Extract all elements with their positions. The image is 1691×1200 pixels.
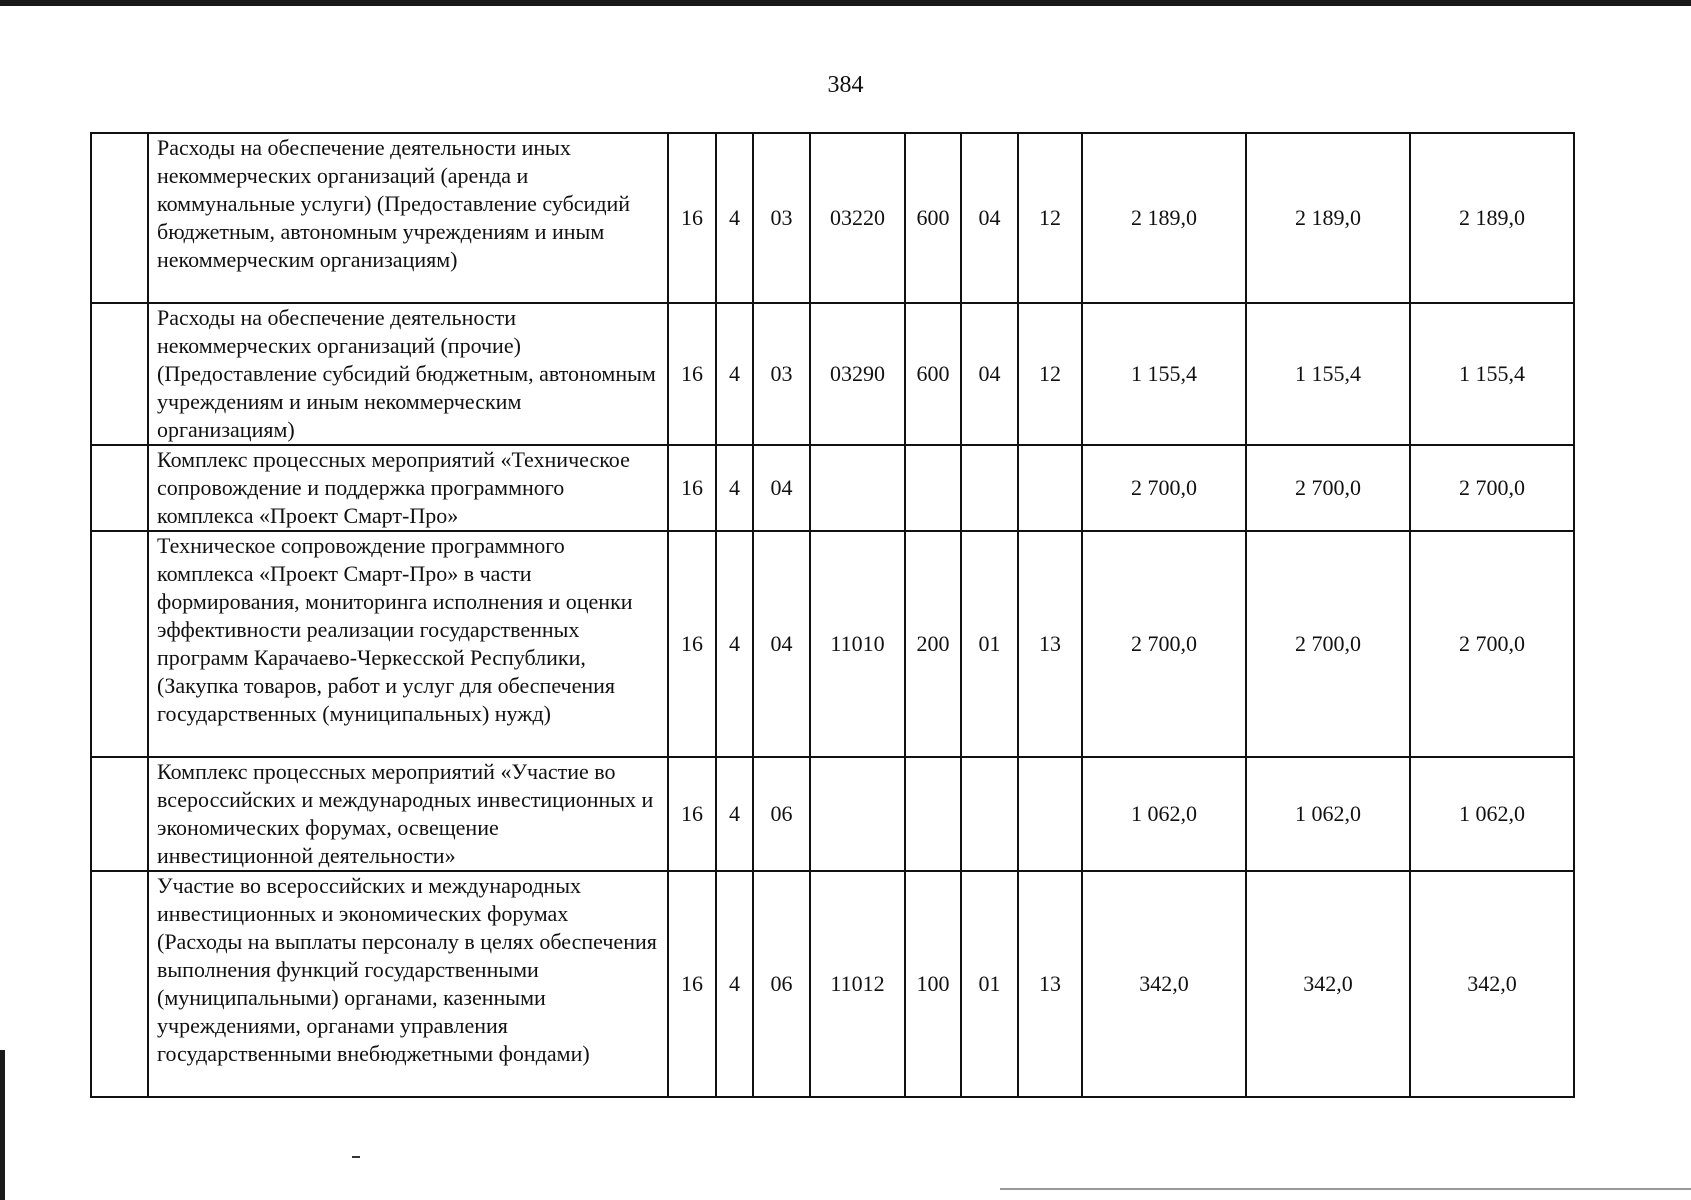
page-number: 384 xyxy=(827,72,864,98)
description-cell: Участие во всероссийских и международных инвестиционных и экономических форумах (Расходы на выплаты персоналу в целях обеспечения выполнения функций государственными (муниципальными) органами, казенными учреждениями, органами управления государственными внебюджетными фондами) xyxy=(148,871,668,1097)
code-cell: 13 xyxy=(1018,531,1082,757)
code-cell: 16 xyxy=(668,133,716,303)
table-row xyxy=(91,133,1574,303)
code-cell: 03 xyxy=(753,133,810,303)
amount-cell: 2 700,0 xyxy=(1410,445,1574,531)
amount-cell: 1 062,0 xyxy=(1082,757,1246,871)
code-cell: 4 xyxy=(716,303,753,445)
code-cell: 16 xyxy=(668,445,716,531)
amount-cell: 1 062,0 xyxy=(1410,757,1574,871)
code-cell: 06 xyxy=(753,871,810,1097)
code-cell: 04 xyxy=(961,303,1018,445)
blank-cell xyxy=(91,303,148,445)
code-cell xyxy=(961,445,1018,531)
amount-cell: 2 700,0 xyxy=(1246,445,1410,531)
code-cell: 600 xyxy=(905,133,961,303)
code-cell: 200 xyxy=(905,531,961,757)
table-row xyxy=(91,757,1574,871)
code-cell: 100 xyxy=(905,871,961,1097)
code-cell: 03220 xyxy=(810,133,905,303)
description-cell: Комплекс процессных мероприятий «Техническое сопровождение и поддержка программного комплекса «Проект Смарт-Про» xyxy=(148,445,668,531)
code-cell xyxy=(1018,757,1082,871)
table-row xyxy=(91,303,1574,445)
amount-cell: 1 062,0 xyxy=(1246,757,1410,871)
blank-cell xyxy=(91,445,148,531)
code-cell: 11012 xyxy=(810,871,905,1097)
code-cell xyxy=(905,757,961,871)
description-cell: Комплекс процессных мероприятий «Участие во всероссийских и международных инвестиционных и экономических форумах, освещение инвестиционной деятельности» xyxy=(148,757,668,871)
code-cell: 4 xyxy=(716,871,753,1097)
code-cell: 01 xyxy=(961,531,1018,757)
code-cell: 4 xyxy=(716,445,753,531)
code-cell: 04 xyxy=(961,133,1018,303)
scan-bottom-edge xyxy=(1000,1188,1691,1190)
blank-cell xyxy=(91,133,148,303)
table-row xyxy=(91,445,1574,531)
amount-cell: 2 189,0 xyxy=(1082,133,1246,303)
description-cell: Расходы на обеспечение деятельности некоммерческих организаций (прочие) (Предоставление субсидий бюджетным, автономным учреждениям и иным некоммерческим организациям) xyxy=(148,303,668,445)
amount-cell: 1 155,4 xyxy=(1246,303,1410,445)
description-cell: Техническое сопровождение программного комплекса «Проект Смарт-Про» в части формирования, мониторинга исполнения и оценки эффективности реализации государственных программ Карачаево-Черкесской Республики, (Закупка товаров, работ и услуг для обеспечения государственных (муниципальных) нужд) xyxy=(148,531,668,757)
code-cell: 06 xyxy=(753,757,810,871)
code-cell: 04 xyxy=(753,445,810,531)
code-cell: 600 xyxy=(905,303,961,445)
scan-top-edge xyxy=(0,0,1691,6)
code-cell: 16 xyxy=(668,871,716,1097)
code-cell: 16 xyxy=(668,531,716,757)
code-cell: 11010 xyxy=(810,531,905,757)
scan-left-edge xyxy=(0,1050,5,1200)
code-cell: 16 xyxy=(668,757,716,871)
code-cell: 16 xyxy=(668,303,716,445)
description-cell: Расходы на обеспечение деятельности иных некоммерческих организаций (аренда и коммунальные услуги) (Предоставление субсидий бюджетным, автономным учреждениям и иным некоммерческим организациям) xyxy=(148,133,668,303)
amount-cell: 342,0 xyxy=(1082,871,1246,1097)
blank-cell xyxy=(91,757,148,871)
code-cell xyxy=(810,757,905,871)
code-cell: 4 xyxy=(716,531,753,757)
code-cell xyxy=(1018,445,1082,531)
code-cell xyxy=(961,757,1018,871)
scan-mark xyxy=(352,1156,360,1158)
code-cell: 13 xyxy=(1018,871,1082,1097)
code-cell: 03290 xyxy=(810,303,905,445)
amount-cell: 342,0 xyxy=(1246,871,1410,1097)
code-cell xyxy=(810,445,905,531)
amount-cell: 2 700,0 xyxy=(1246,531,1410,757)
code-cell: 01 xyxy=(961,871,1018,1097)
code-cell xyxy=(905,445,961,531)
code-cell: 4 xyxy=(716,133,753,303)
budget-table xyxy=(90,132,1575,1098)
blank-cell xyxy=(91,871,148,1097)
amount-cell: 1 155,4 xyxy=(1410,303,1574,445)
amount-cell: 2 189,0 xyxy=(1410,133,1574,303)
table-row xyxy=(91,531,1574,757)
amount-cell: 1 155,4 xyxy=(1082,303,1246,445)
table-row xyxy=(91,871,1574,1097)
blank-cell xyxy=(91,531,148,757)
amount-cell: 342,0 xyxy=(1410,871,1574,1097)
amount-cell: 2 189,0 xyxy=(1246,133,1410,303)
code-cell: 12 xyxy=(1018,303,1082,445)
code-cell: 04 xyxy=(753,531,810,757)
amount-cell: 2 700,0 xyxy=(1410,531,1574,757)
code-cell: 12 xyxy=(1018,133,1082,303)
code-cell: 03 xyxy=(753,303,810,445)
amount-cell: 2 700,0 xyxy=(1082,531,1246,757)
code-cell: 4 xyxy=(716,757,753,871)
amount-cell: 2 700,0 xyxy=(1082,445,1246,531)
